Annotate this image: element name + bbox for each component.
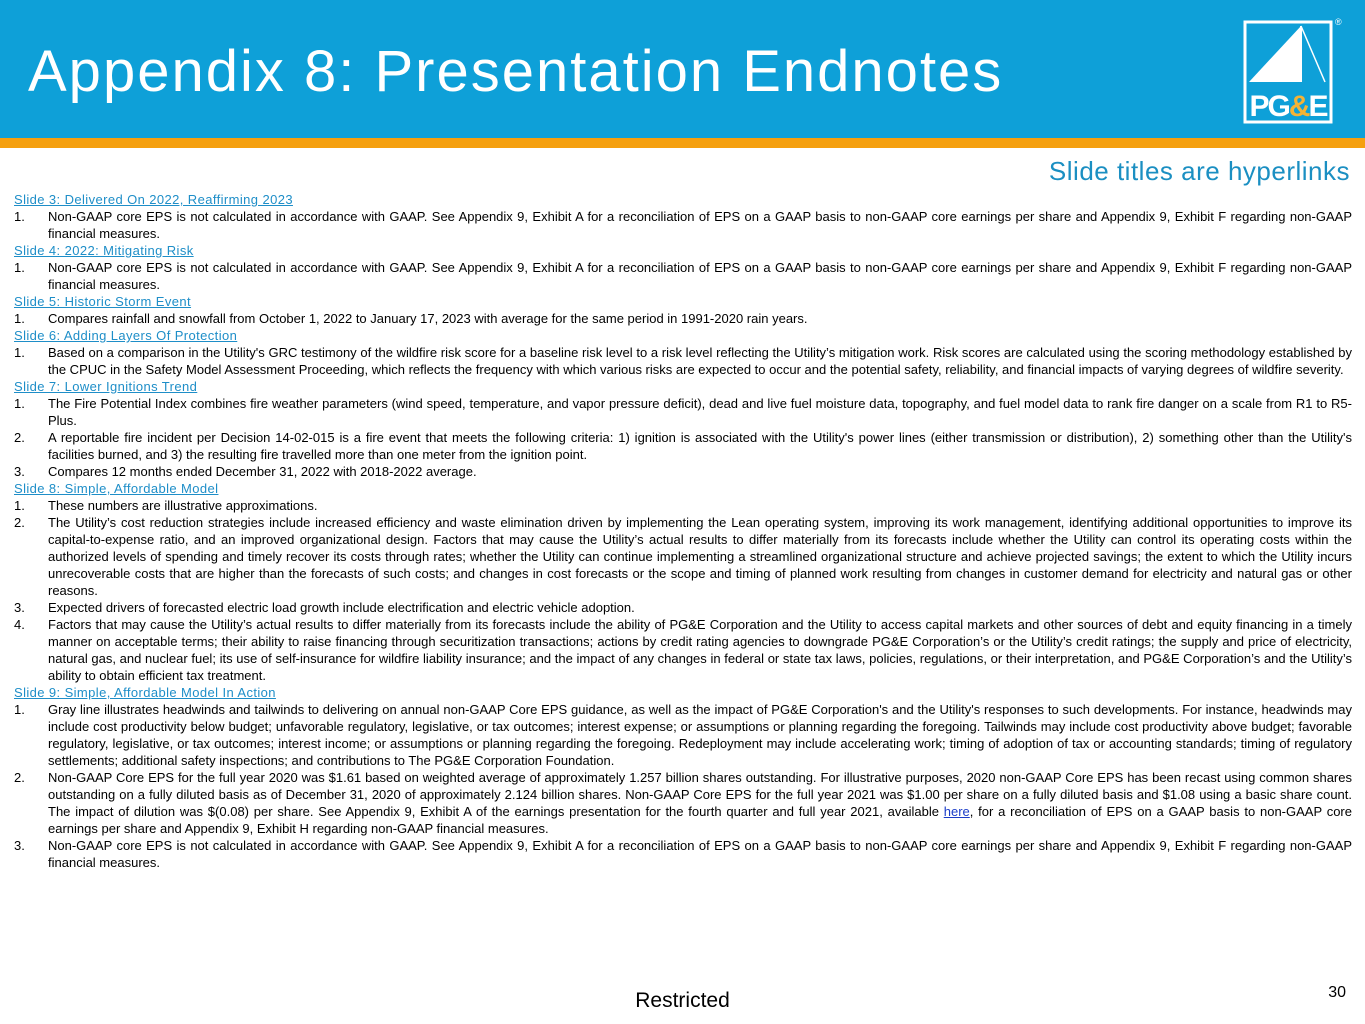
endnote-number: 1. bbox=[14, 209, 25, 224]
endnote-item bbox=[14, 497, 1352, 514]
endnote-item bbox=[14, 344, 1352, 378]
endnote-item bbox=[14, 599, 1352, 616]
header-accent-stripe bbox=[0, 138, 1365, 148]
endnote-item bbox=[14, 463, 1352, 480]
endnote-item bbox=[14, 259, 1352, 293]
endnote-number: 3. bbox=[14, 464, 25, 479]
endnote-text: Non-GAAP core EPS is not calculated in accordance with GAAP. See Appendix 9, Exhibit A for a reconciliation of EPS on a GAAP basis to non-GAAP core earnings per share and Appendix 9, Exhibit F regarding non-GAAP financial measures. bbox=[48, 209, 1352, 241]
endnote-item bbox=[14, 701, 1352, 769]
endnote-number: 1. bbox=[14, 311, 25, 326]
endnote-text: A reportable fire incident per Decision 14-02-015 is a fire event that meets the following criteria: 1) ignition is associated with the Utility's power lines (either transmission or distribution), 2) something other than the Utility's facilities burned, and 3) the resulting fire travelled more than one meter from the ignition point. bbox=[48, 430, 1352, 462]
endnote-number: 1. bbox=[14, 260, 25, 275]
endnote-number: 1. bbox=[14, 396, 25, 411]
endnote-number: 2. bbox=[14, 430, 25, 445]
pge-logo bbox=[1243, 20, 1333, 124]
endnote-item bbox=[14, 616, 1352, 684]
endnote-number: 3. bbox=[14, 600, 25, 615]
endnote-item bbox=[14, 837, 1352, 871]
endnote-text-continued: , for a reconciliation of EPS on a GAAP basis to non-GAAP core earnings per share and Appendix 9, Exhibit H regarding non-GAAP financial measures. bbox=[48, 804, 1352, 836]
slide-title-link[interactable]: Slide 7: Lower Ignitions Trend bbox=[14, 379, 198, 394]
endnote-text: Based on a comparison in the Utility's GRC testimony of the wildfire risk score for a baseline risk level to a risk level reflecting the Utility’s mitigation work. Risk scores are calculated using the scoring methodology established by the CPUC in the Safety Model Assessment Proceeding, which reflects the frequency with which various risks are expected to occur and the potential safety, reliability, and financial impacts of varying degrees of wildfire severity. bbox=[48, 345, 1352, 377]
endnote-text: Compares 12 months ended December 31, 2022 with 2018-2022 average. bbox=[48, 464, 477, 479]
endnote-item bbox=[14, 769, 1352, 837]
logo-text: PG&E bbox=[1249, 90, 1327, 123]
endnote-text: Factors that may cause the Utility’s actual results to differ materially from its forecasts include the ability of PG&E Corporation and the Utility to access capital markets and other sources of debt and equity financing in a timely manner on acceptable terms; their ability to raise financing through securitization transactions; actions by credit rating agencies to downgrade PG&E Corporation’s or the Utility’s credit ratings; the supply and price of electricity, natural gas, and nuclear fuel; its use of self-insurance for wildfire liability insurance; and the impact of any changes in federal or state tax laws, policies, regulations, or their interpretation, and PG&E Corporation’s and the Utility’s ability to obtain efficient tax treatment. bbox=[48, 617, 1352, 683]
endnote-text: Gray line illustrates headwinds and tailwinds to delivering on annual non-GAAP Core EPS guidance, as well as the impact of PG&E Corporation's and the Utility's responses to such developments. For instance, headwinds may include cost productivity below budget; unfavorable regulatory, legislative, or tax outcomes; interest expense; or assumptions or planning regarding the foregoing. Tailwinds may include cost productivity above budget; favorable regulatory, legislative, or tax outcomes; interest income; or assumptions or planning regarding the foregoing. Redeployment may include accelerating work; timing of adoption of tax or accounting standards; timing of regulatory settlements; additional safety inspections; and contributions to The PG&E Corporation Foundation. bbox=[48, 702, 1352, 768]
slide-title-link[interactable]: Slide 5: Historic Storm Event bbox=[14, 294, 192, 309]
endnote-number: 1. bbox=[14, 498, 25, 513]
registered-mark: ® bbox=[1335, 17, 1342, 27]
here-link[interactable]: here bbox=[943, 804, 970, 819]
slide-title-link[interactable]: Slide 8: Simple, Affordable Model bbox=[14, 481, 219, 496]
header-bar bbox=[0, 0, 1365, 138]
endnote-text: The Fire Potential Index combines fire weather parameters (wind speed, temperature, and vapor pressure deficit), dead and live fuel moisture data, topography, and fuel model data to rank fire danger on a scale from R1 to R5-Plus. bbox=[48, 396, 1352, 428]
endnote-item bbox=[14, 310, 1352, 327]
hyperlink-note: Slide titles are hyperlinks bbox=[1048, 156, 1350, 186]
endnote-number: 3. bbox=[14, 838, 25, 853]
endnote-number: 2. bbox=[14, 770, 25, 785]
endnote-number: 4. bbox=[14, 617, 25, 632]
endnote-text: These numbers are illustrative approximations. bbox=[48, 498, 318, 513]
endnote-text: The Utility’s cost reduction strategies include increased efficiency and waste elimination driven by implementing the Lean operating system, improving its work management, identifying additional opportunities to improve its capital-to-expense ratio, and an improved organizational design. Factors that may cause the Utility’s actual results to differ materially from its forecasts include whether the Utility can control its operating costs within the authorized levels of spending and timely recover its costs through rates; whether the Utility can continue implementing a streamlined organizational structure and achieve projected savings; the extent to which the Utility incurs unrecoverable costs that are higher than the forecasts of such costs; and changes in cost forecasts or the scope and timing of planned work resulting from changes in customer demand for electricity and natural gas or other reasons. bbox=[48, 515, 1352, 598]
page-number: 30 bbox=[1328, 984, 1346, 1001]
endnote-text: Non-GAAP Core EPS for the full year 2020 was $1.61 based on weighted average of approximately 1.257 billion shares outstanding. For illustrative purposes, 2020 non-GAAP Core EPS has been recast using common shares outstanding on a fully diluted basis as of December 31, 2020 of approximately 2.124 billion shares. Non-GAAP Core EPS for the full year 2021 was $1.00 per share on a fully diluted basis and $1.08 using a basic share count. The impact of dilution was $(0.08) per share. See Appendix 9, Exhibit A of the earnings presentation for the fourth quarter and full year 2021, available bbox=[48, 770, 1352, 819]
endnote-number: 1. bbox=[14, 345, 25, 360]
endnote-item bbox=[14, 395, 1352, 429]
endnote-number: 1. bbox=[14, 702, 25, 717]
slide-title-link[interactable]: Slide 3: Delivered On 2022, Reaffirming 2023 bbox=[14, 192, 293, 207]
slide-title-link[interactable]: Slide 4: 2022: Mitigating Risk bbox=[14, 243, 194, 258]
classification-label: Restricted bbox=[635, 989, 730, 1012]
slide-title-link[interactable]: Slide 6: Adding Layers Of Protection bbox=[14, 328, 238, 343]
endnote-number: 2. bbox=[14, 515, 25, 530]
endnote-text: Compares rainfall and snowfall from October 1, 2022 to January 17, 2023 with average for the same period in 1991-2020 rain years. bbox=[48, 311, 808, 326]
endnote-text: Non-GAAP core EPS is not calculated in accordance with GAAP. See Appendix 9, Exhibit A for a reconciliation of EPS on a GAAP basis to non-GAAP core earnings per share and Appendix 9, Exhibit F regarding non-GAAP financial measures. bbox=[48, 838, 1352, 870]
endnote-item bbox=[14, 208, 1352, 242]
endnote-text: Expected drivers of forecasted electric load growth include electrification and electric vehicle adoption. bbox=[48, 600, 635, 615]
page-title: Appendix 8: Presentation Endnotes bbox=[28, 39, 1004, 104]
endnote-item bbox=[14, 514, 1352, 599]
slide-title-link[interactable]: Slide 9: Simple, Affordable Model In Action bbox=[14, 685, 276, 700]
endnotes-list bbox=[14, 191, 1352, 871]
endnote-item bbox=[14, 429, 1352, 463]
endnote-text: Non-GAAP core EPS is not calculated in accordance with GAAP. See Appendix 9, Exhibit A for a reconciliation of EPS on a GAAP basis to non-GAAP core earnings per share and Appendix 9, Exhibit F regarding non-GAAP financial measures. bbox=[48, 260, 1352, 292]
